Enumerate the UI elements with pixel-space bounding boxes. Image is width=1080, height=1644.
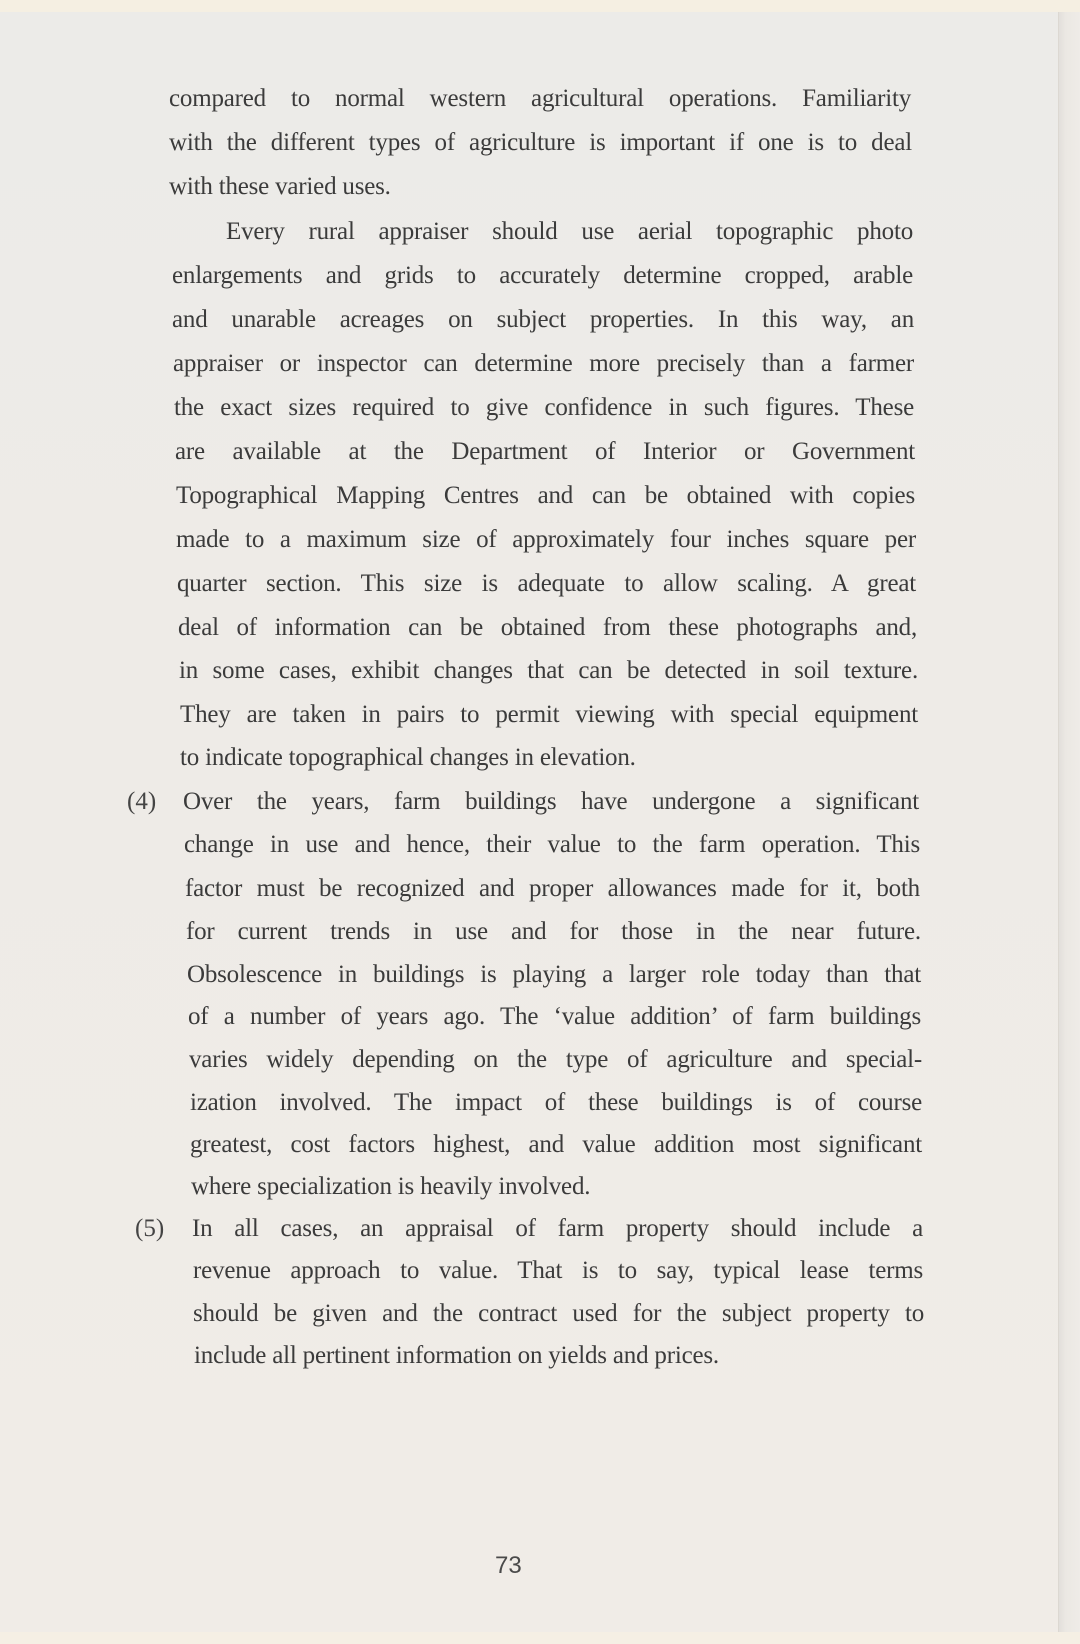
- text-line: They are taken in pairs to permit viewing with special equipment: [180, 701, 918, 728]
- text-line: for current trends in use and for those in the near future.: [186, 918, 921, 945]
- text-line: change in use and hence, their value to the farm operation. This: [184, 831, 920, 858]
- page-number: 73: [495, 1552, 522, 1579]
- text-line: greatest, cost factors highest, and value addition most significant: [190, 1131, 922, 1158]
- text-line: varies widely depending on the type of agriculture and special-: [189, 1046, 922, 1073]
- text-line: the exact sizes required to give confidence in such figures. These: [174, 394, 914, 421]
- text-line: ization involved. The impact of these buildings is of course: [190, 1089, 922, 1116]
- book-page: [0, 12, 1058, 1632]
- text-line: Topographical Mapping Centres and can be obtained with copies: [176, 482, 915, 509]
- text-line: Obsolescence in buildings is playing a larger role today than that: [187, 961, 921, 988]
- text-line: factor must be recognized and proper allowances made for it, both: [185, 875, 920, 902]
- text-line: revenue approach to value. That is to say, typical lease terms: [193, 1257, 923, 1284]
- text-line: compared to normal western agricultural operations. Familiarity: [169, 85, 911, 112]
- text-line: appraiser or inspector can determine more precisely than a farmer: [173, 350, 914, 377]
- list-marker: (4): [127, 788, 157, 815]
- text-line: where specialization is heavily involved.: [191, 1173, 591, 1200]
- text-line: In all cases, an appraisal of farm property should include a: [192, 1215, 923, 1242]
- list-marker: (5): [135, 1215, 165, 1242]
- text-line: of a number of years ago. The ‘value addition’ of farm buildings: [188, 1003, 921, 1030]
- scan-bottom-margin: [0, 1632, 1080, 1644]
- text-line: with these varied uses.: [169, 173, 391, 200]
- text-line: enlargements and grids to accurately determine cropped, arable: [172, 262, 913, 289]
- text-line: and unarable acreages on subject properties. In this way, an: [172, 306, 914, 333]
- page-right-edge: [1058, 12, 1080, 1644]
- text-line: to indicate topographical changes in elevation.: [180, 744, 636, 771]
- text-line: with the different types of agriculture is important if one is to deal: [169, 129, 912, 156]
- text-line: made to a maximum size of approximately four inches square per: [176, 526, 916, 553]
- text-line: in some cases, exhibit changes that can be detected in soil texture.: [179, 657, 918, 684]
- scan-top-margin: [0, 0, 1080, 12]
- text-line: quarter section. This size is adequate to allow scaling. A great: [177, 570, 916, 597]
- text-line: deal of information can be obtained from these photographs and,: [178, 614, 917, 641]
- text-line: include all pertinent information on yields and prices.: [194, 1342, 719, 1369]
- text-line: Over the years, farm buildings have undergone a significant: [183, 788, 919, 815]
- text-line: should be given and the contract used for the subject property to: [193, 1300, 924, 1327]
- text-line: are available at the Department of Interior or Government: [175, 438, 915, 465]
- text-line: Every rural appraiser should use aerial topographic photo: [226, 218, 913, 245]
